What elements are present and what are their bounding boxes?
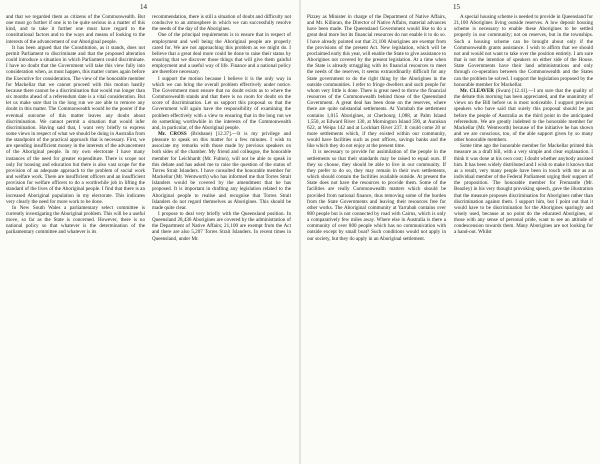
paragraph — [6, 14, 145, 45]
paragraph-text: It is necessary to provide for assimilation of the people in the settlements so that their standards may be raised to equal ours. If they so choose, they should be able to live in our community. If they prefer to do so, they may remain in their own settlements, which should contain the facilities available outside. At present the State does not have the resources to provide them. Some of the facilities are really Commonwealth matters which should be provided from national finance, thus removing some of the burden from the State Governments and leaving their resources free for other works. The Aboriginal community at Yarrabah contains over 800 people but is not connected by road with Cairns, which is only a comparatively few miles away. Where else in Australia is there a community of over 800 people which has no communication with outside except by small boat? Such conditions would not apply in our society, but they do apply in an Aboriginal settlement. — [307, 149, 446, 242]
paragraph-text: I propose to deal very briefly with the Queensland position. In Queensland 28,436 Aborigines are covered by the administration of the Department of Native Affairs; 21,100 are exempt from the Act and there are also 5,207 Torres Strait Islanders. In recent times in Queensland, under Mr. — [152, 211, 291, 242]
paragraph — [6, 45, 145, 205]
paragraph — [454, 143, 593, 235]
paragraph-text: (Brisbane) [12.37].—It is my privilege and pleasure to speak on this matter for a few minutes. I wish to associate my remarks with those made by previous speakers on both sides of the chamber. My friend and colleague, the honorable member for Leichhardt (Mr. Fulton), will not be able to speak in this debate and has asked me to raise the question of the status of Torres Strait Islanders. I have consulted the honorable member for Mackellar (Mr. Wentworth) who has informed me that Torres Strait Islanders would be covered by the amendment that he has proposed. It is important in drafting any legislation related to the Aboriginal people to realise and recognise that Torres Strait Islanders do not regard themselves as Aborigines. This should be made quite clear. — [152, 130, 291, 211]
speaker-name: Mr. CLEAVER — [460, 87, 494, 94]
paragraph — [152, 131, 291, 211]
speaker-name: Mr. CROSS — [158, 130, 187, 137]
paragraph-text: It has been argued that the Constitution, as it stands, does not permit Parliament to discriminate and that the proposed alteration could introduce a situation in which Parliament could discriminate. I have no doubt that the Government will take this view fully into consideration when, as must happen, this matter comes again before the Executive for consideration. The view of the honorable member for Mackellar that we cannot proceed with this motion hastily because there cannot be a discrimination that would run longer than six months ahead of a referendum date is a vital consideration. But let us make sure that in the long run we are able to remove any doubt in this matter. The Commonwealth would be the poorer if the eventual outcome of this matter leaves any doubt about discrimination. We cannot permit a situation that would infer discrimination. Having said that, I want very briefly to express some views in respect of what we should be doing in Australia from the standpoint of the practical approach that is necessary. First, we are spending insufficient money in the interests of the advancement of the Aboriginal people. In my own electorate I have many instances of the need for greater expenditure. There is scope not only for housing and education but there is also vast scope for the provision of an adequate approach to the problem of social work and welfare work. There are insufficient officers and an insufficient provision for welfare officers to do a worthwhile job in lifting the standard of the lives of the Aboriginal people. I find that there is an increased Aboriginal population in my electorate. This indicates very clearly the need for more work to be done. — [6, 44, 145, 205]
paragraph — [152, 211, 291, 242]
paragraph — [152, 32, 291, 75]
paragraph-text: A special housing scheme is needed to provide in Queensland for 21,100 Aborigines living outside reserves. A low deposit housing scheme is necessary to enable these Aborigines to be settled properly in our community; not on reserves, but in the townships. Such a housing scheme can be brought about only if the Commonwealth grants assistance. I wish to affirm that we should not and would not want to take over the position entirely. I am sure that is not the intention of speakers on either side of the House. State Governments have their land administrations and only through co-operation between the Commonwealth and the States can the problem be solved. I support the legislation proposed by the honorable member for Mackellar. — [454, 14, 593, 88]
paragraph — [454, 88, 593, 143]
right-page-column-1 — [307, 14, 446, 460]
page-number-left: 14 — [140, 3, 147, 11]
paragraph — [307, 149, 446, 241]
paragraph-text: In New South Wales a parliamentary select committee is currently investigating the Aboriginal problem. This will be a useful move, so far as the State is concerned. However, there is no national policy so that whatever is the determination of the parliamentary committee and whatever is its — [6, 204, 145, 236]
right-page — [301, 0, 600, 464]
right-page-column-2 — [454, 14, 593, 460]
paragraph-text: and that we regarded them as citizens of the Commonwealth. But one must go further if one is to be quite serious in a matter of this kind, and to take it further one must have regard to the constitutional factors and to the ways and means of looking to the interests of the advancement of our Aboriginal people. — [6, 14, 145, 45]
paragraph-text: Some time ago the honorable member for Mackellar printed this measure as a draft bill, with a very simple and clear explanation. I think it was done at his own cost; I doubt whether anybody assisted him. It has been widely distributed and I wish to make it known that as a result, very many people have been in touch with me as an individual member of the Federal Parliament urging their support of the proposition. The honorable member for Fremantle (Mr. Beazley) in his very thought provoking speech, gave the illustration that the measure proposes discrimination for Aborigines rather than discrimination against them. I support him, but I point out that it would have to be discrimination for the Aborigines sparingly and wisely used, because at no point do the educated Aborigines, or those with any sense of personal pride, want to see an attitude of condescension towards them. Many Aborigines are not looking for a hand-out. Whilst — [454, 143, 593, 236]
paragraph-text: Pizzey as Minister in charge of the Department of Native Affairs, and Mr. Killoran, the Director of Native Affairs, material advances have been made. The Queensland Government would like to do a great deal more but its financial resources do not enable it to do so. I have already pointed out that 21,100 Aborigines are exempt from the provisions of the present Act. New legislation, which will be proclaimed early this year, will enable the State to give assistance to Aborigines not covered by the present legislation. At a time when the State is already struggling with its financial resources to meet the needs of the reserves, it seems extraordinarily difficult for any State government to do the right thing by the Aborigines in the outside communities. I refer to fringe dwellers and such people for whom very little is done. There is great need to throw the financial resources of the Commonwealth behind those of the Queensland Government. A great deal has been done on the reserves, where there are quite substantial settlements. At Yarrabah the settlement contains 1,015 Aborigines, at Cherbourg 1,088, at Palm Island 1,550, at Edward River 130, at Mornington Island 590, at Aurukun 622, at Weipa 142 and at Lockhart River 237. It could come 20 or more settlements which, if they existed within our community, would have facilities such as post offices, savings banks and the like which they do not enjoy at the present time. — [307, 14, 446, 150]
paragraph-text: One of the principal requirements is to ensure that in respect of employment and well being the Aboriginal people are properly cared for. We are not approaching this problem as we might do. I believe that a great deal more could be done to raise their status by ensuring that we discover those things that will give them gainful employment and a useful way of life. Finance and a national policy are therefore necessary. — [152, 32, 291, 76]
paragraph — [152, 76, 291, 131]
paragraph — [6, 205, 145, 236]
page-number-right: 15 — [453, 3, 460, 11]
paragraph-text: I support the motion because I believe it is the only way in which we can bring the overall problem effectively under notice. The Government must ensure that no doubt exists as to where the Commonwealth stands and that there is no room for doubt on the score of discrimination. Let us support this proposal so that the Government will again have the responsibility of examining the problem effectively with a view to ensuring that in the long run we do something worthwhile in the interests of the Commonwealth and, in particular, of the Aboriginal people. — [152, 75, 291, 131]
paragraph — [307, 14, 446, 149]
paragraph-text: recommendation, there is still a situation of doubt and difficulty not conducive to an atmosphere in which we can successfully resolve the needs of the day of the Aborigines. — [152, 14, 291, 33]
paragraph — [152, 14, 291, 32]
paragraph — [454, 14, 593, 88]
left-page-column-2 — [152, 14, 291, 460]
paragraph-text: (Swan) [12.41].—I am sure that the quality of the debate this morning has been appreciated, and the unanimity of views on the Bill before us is most noticeable. I support previous speakers who have said that surely this proposal should be put before the people of Australia as the third point in the anticipated referendum. We are greatly indebted to the honorable member for Mackellar (Mr. Wentworth) because of the initiative he has shown and we are conscious, too, of the able support given by so many other honorable members. — [454, 87, 593, 144]
left-page-column-1 — [6, 14, 145, 460]
left-page — [0, 0, 299, 464]
